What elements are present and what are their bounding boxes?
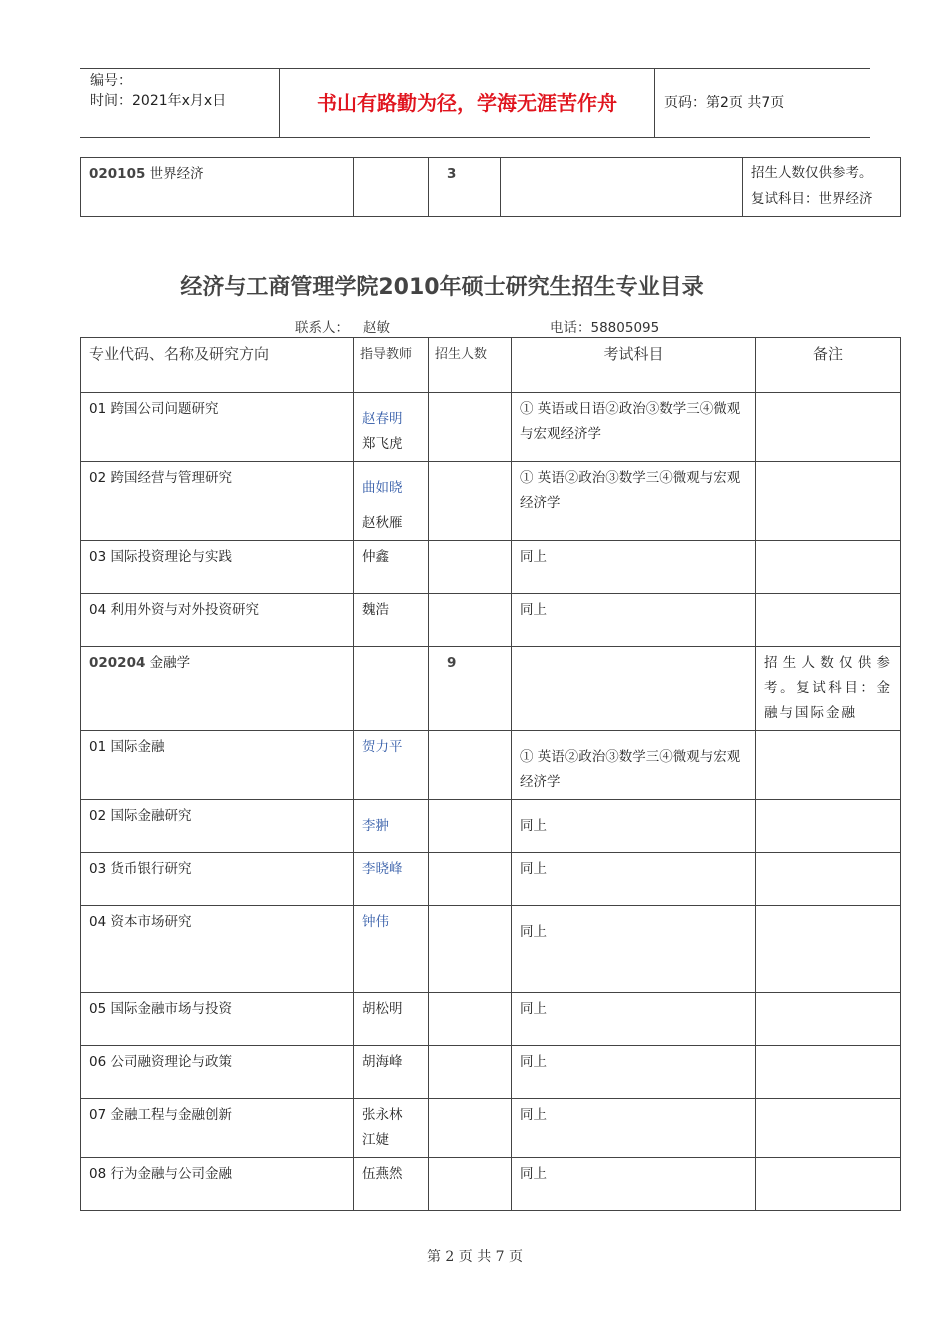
exam-subjects: 同上 xyxy=(520,1054,547,1070)
program-name: 金融学 xyxy=(149,655,191,671)
table-row xyxy=(81,853,901,906)
program-code: 03 xyxy=(89,861,107,877)
advisor-name: 胡海峰 xyxy=(362,1054,403,1070)
column-header: 专业代码、名称及研究方向 xyxy=(89,345,270,363)
exam-subjects xyxy=(512,647,755,655)
enrollment-count xyxy=(429,800,511,808)
table-row xyxy=(81,1046,901,1099)
header-page-info: 页码：第2页 共7页 xyxy=(664,95,785,111)
program-name: 世界经济 xyxy=(149,166,204,182)
row-note xyxy=(756,1099,900,1107)
enrollment-count xyxy=(429,993,511,1001)
row-note xyxy=(756,541,900,549)
exam-subjects: ① 英语②政治③数学三④微观与宏观经济学 xyxy=(520,749,741,790)
advisor-name: 赵秋雁 xyxy=(362,515,403,531)
table-row xyxy=(81,462,901,541)
row-note xyxy=(756,1046,900,1054)
column-header: 指导教师 xyxy=(360,347,413,362)
program-name: 国际投资理论与实践 xyxy=(110,549,232,565)
enrollment-count xyxy=(429,1099,511,1107)
contact-person-label: 联系人： xyxy=(295,320,349,336)
contact-phone-label: 电话： xyxy=(550,320,591,336)
program-code: 020105 xyxy=(89,166,146,182)
advisor-name: 李翀 xyxy=(362,818,389,834)
advisor-name: 仲鑫 xyxy=(362,549,389,565)
top-program-table xyxy=(80,157,901,217)
program-code: 03 xyxy=(89,549,107,565)
enrollment-count: 9 xyxy=(447,655,457,671)
advisor-name: 李晓峰 xyxy=(362,861,403,877)
program-name: 公司融资理论与政策 xyxy=(110,1054,232,1070)
enrollment-count: 3 xyxy=(447,166,457,182)
exam-subjects: 同上 xyxy=(520,1107,547,1123)
exam-subjects: 同上 xyxy=(520,602,547,618)
row-note xyxy=(756,906,900,914)
contact-phone: 58805095 xyxy=(590,320,660,336)
program-code: 01 xyxy=(89,739,107,755)
column-header: 考试科目 xyxy=(603,345,664,363)
row-note xyxy=(756,993,900,1001)
program-code: 02 xyxy=(89,470,107,486)
table-row xyxy=(81,158,901,217)
program-code: 04 xyxy=(89,914,107,930)
page-footer: 第 2 页 共 7 页 xyxy=(426,1249,524,1265)
exam-subjects: ① 英语②政治③数学三④微观与宏观经济学 xyxy=(520,470,741,511)
table-row xyxy=(81,800,901,853)
time-label: 时间：2021年x月x日 xyxy=(90,93,227,109)
number-label: 编号： xyxy=(90,73,132,89)
table-row xyxy=(81,1099,901,1158)
row-note xyxy=(756,853,900,861)
exam-subjects: 同上 xyxy=(520,1166,547,1182)
table-row xyxy=(81,594,901,647)
program-code: 08 xyxy=(89,1166,107,1182)
program-code: 01 xyxy=(89,401,107,417)
advisor-name: 伍燕然 xyxy=(362,1166,403,1182)
page-title: 经济与工商管理学院2010年硕士研究生招生专业目录 xyxy=(180,275,704,300)
column-header: 备注 xyxy=(812,345,843,363)
note-line: 招生人数仅供参考。 xyxy=(751,165,873,181)
program-table xyxy=(80,337,901,1211)
exam-subjects: 同上 xyxy=(520,818,547,834)
table-row xyxy=(81,393,901,462)
program-name: 跨国公司问题研究 xyxy=(110,401,219,417)
table-row xyxy=(81,541,901,594)
program-code: 05 xyxy=(89,1001,107,1017)
table-row xyxy=(81,906,901,993)
advisor-name: 赵春明 xyxy=(362,411,403,427)
enrollment-count xyxy=(429,731,511,739)
program-name: 跨国经营与管理研究 xyxy=(110,470,232,486)
table-row xyxy=(81,993,901,1046)
enrollment-count xyxy=(429,541,511,549)
enrollment-count xyxy=(429,906,511,914)
table-header-row xyxy=(81,338,901,393)
page-header xyxy=(80,68,870,138)
contact-line xyxy=(295,316,659,336)
program-name: 利用外资与对外投资研究 xyxy=(110,602,259,618)
enrollment-count xyxy=(429,853,511,861)
program-name: 货币银行研究 xyxy=(110,861,192,877)
program-name: 国际金融研究 xyxy=(110,808,192,824)
exam-subjects: 同上 xyxy=(520,1001,547,1017)
advisor-name: 魏浩 xyxy=(362,602,389,618)
program-code: 06 xyxy=(89,1054,107,1070)
program-name: 国际金融市场与投资 xyxy=(110,1001,232,1017)
row-note xyxy=(756,1158,900,1166)
advisor-name: 张永林 xyxy=(362,1107,403,1123)
exam-subjects: 同上 xyxy=(520,924,547,940)
table-row xyxy=(81,731,901,800)
advisor-name: 江婕 xyxy=(362,1132,389,1148)
program-name: 行为金融与公司金融 xyxy=(110,1166,232,1182)
exam-subjects: ① 英语或日语②政治③数学三④微观与宏观经济学 xyxy=(520,401,741,442)
contact-person: 赵敏 xyxy=(363,320,390,336)
advisor-name: 贺力平 xyxy=(362,739,403,755)
program-name: 金融工程与金融创新 xyxy=(110,1107,232,1123)
advisor-name: 郑飞虎 xyxy=(362,436,403,452)
exam-subjects: 同上 xyxy=(520,549,547,565)
program-name: 资本市场研究 xyxy=(110,914,192,930)
enrollment-count xyxy=(429,462,511,470)
table-row xyxy=(81,647,901,731)
enrollment-count xyxy=(429,393,511,401)
table-row xyxy=(81,1158,901,1211)
enrollment-count xyxy=(429,1046,511,1054)
advisor-name: 钟伟 xyxy=(362,914,389,930)
row-note xyxy=(756,594,900,602)
row-note xyxy=(756,731,900,739)
header-meta xyxy=(80,69,280,137)
advisor-name: 曲如晓 xyxy=(362,480,403,496)
program-code: 02 xyxy=(89,808,107,824)
row-note: 招生人数仅供参考。复试科目：金融与国际金融 xyxy=(764,655,892,721)
advisor-name: 胡松明 xyxy=(362,1001,403,1017)
program-code: 020204 xyxy=(89,655,146,671)
enrollment-count xyxy=(429,1158,511,1166)
program-code: 04 xyxy=(89,602,107,618)
column-header: 招生人数 xyxy=(435,347,488,362)
header-motto: 书山有路勤为径，学海无涯苦作舟 xyxy=(280,69,655,137)
row-note xyxy=(756,393,900,401)
note-line: 复试科目：世界经济 xyxy=(751,191,873,207)
program-name: 国际金融 xyxy=(110,739,165,755)
program-code: 07 xyxy=(89,1107,107,1123)
exam-subjects: 同上 xyxy=(520,861,547,877)
row-note xyxy=(756,462,900,470)
row-note xyxy=(756,800,900,808)
enrollment-count xyxy=(429,594,511,602)
